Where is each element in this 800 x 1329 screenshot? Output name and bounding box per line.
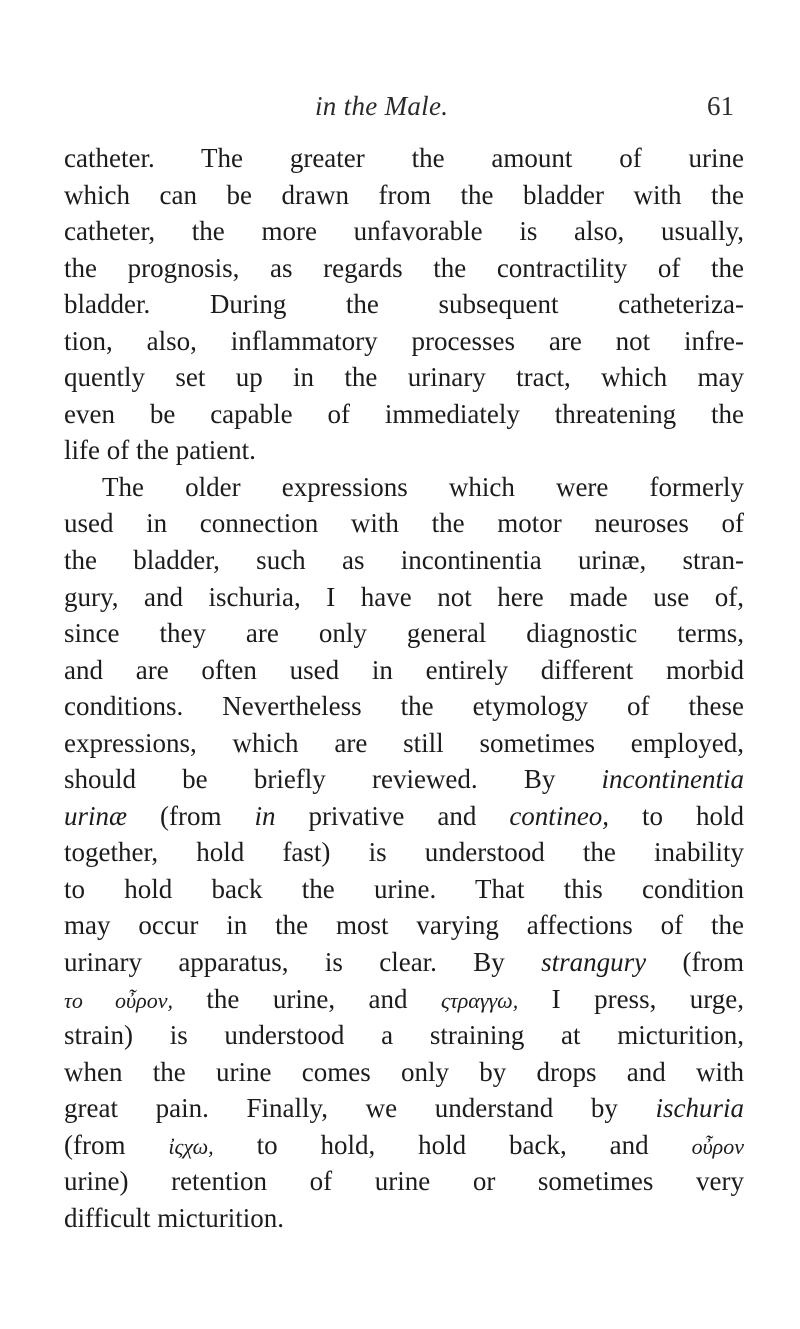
body-text <box>64 140 744 1236</box>
text-line: together, hold fast) is understood the inability <box>64 837 744 868</box>
text-line: the prognosis, as regards the contractility of the <box>64 252 744 283</box>
text-line: expressions, which are still sometimes employed, <box>64 727 744 758</box>
text-run: privative and <box>308 800 477 831</box>
running-head <box>0 86 800 126</box>
text-line <box>64 798 744 835</box>
text-line <box>64 981 744 1018</box>
text-run: urinary apparatus, is clear. By <box>64 947 505 978</box>
text-line <box>64 1127 744 1164</box>
text-line <box>64 944 744 981</box>
text-line: since they are only general diagnostic terms, <box>64 618 744 649</box>
text-line: may occur in the most varying affections of the <box>64 910 744 941</box>
text-line: life of the patient. <box>64 435 256 466</box>
greek-word: ἰςχω, <box>168 1133 214 1159</box>
term-italic: in <box>254 800 276 831</box>
text-line: when the urine comes only by drops and with <box>64 1056 744 1087</box>
text-run: to hold <box>642 800 745 831</box>
term-italic: urinæ <box>64 800 128 831</box>
text-line: which can be drawn from the bladder with the <box>64 179 744 210</box>
text-line: tion, also, inflammatory processes are not infre- <box>64 325 744 356</box>
text-line: catheter. The greater the amount of urine <box>64 143 744 173</box>
text-line: bladder. During the subsequent catheteriza- <box>64 289 744 320</box>
text-line <box>64 1090 744 1127</box>
text-line: the bladder, such as incontinentia urinæ, stran- <box>64 545 744 576</box>
text-line: and are often used in entirely different morbid <box>64 654 744 685</box>
text-line: used in connection with the motor neuroses of <box>64 508 744 539</box>
text-run: the urine, and <box>206 983 408 1014</box>
text-run: (from <box>64 1129 126 1160</box>
text-run: to hold, hold back, and <box>256 1129 649 1160</box>
text-line: The older expressions which were formerly <box>102 471 744 502</box>
text-line: conditions. Nevertheless the etymology of these <box>64 691 744 722</box>
text-line: difficult micturition. <box>64 1202 284 1233</box>
text-run: (from <box>160 800 222 831</box>
greek-word: το οὖρον, <box>64 987 173 1013</box>
term-italic: contineo, <box>509 800 610 831</box>
text-line: strain) is understood a straining at micturition, <box>64 1020 744 1051</box>
text-run: should be briefly reviewed. By <box>64 764 556 795</box>
page-number: 61 <box>707 91 734 121</box>
text-run: I press, urge, <box>551 983 744 1014</box>
text-line: to hold back the urine. That this condition <box>64 873 744 904</box>
running-title: in the Male. <box>315 91 449 121</box>
text-line: gury, and ischuria, I have not here made use of, <box>64 581 744 612</box>
greek-word: οὖρον <box>691 1133 744 1159</box>
text-run: great pain. Finally, we understand by <box>64 1093 618 1124</box>
text-line <box>64 761 744 798</box>
term-italic: ischuria <box>655 1093 744 1124</box>
text-line: quently set up in the urinary tract, which may <box>64 362 744 393</box>
term-italic: strangury <box>541 947 647 978</box>
text-line: catheter, the more unfavorable is also, usually, <box>64 216 744 247</box>
greek-word: ςτραγγω, <box>440 987 519 1013</box>
term-italic: incontinentia <box>601 764 744 795</box>
text-line: urine) retention of urine or sometimes very <box>64 1166 744 1197</box>
text-line: even be capable of immediately threatening the <box>64 398 744 429</box>
text-run: (from <box>682 947 745 978</box>
